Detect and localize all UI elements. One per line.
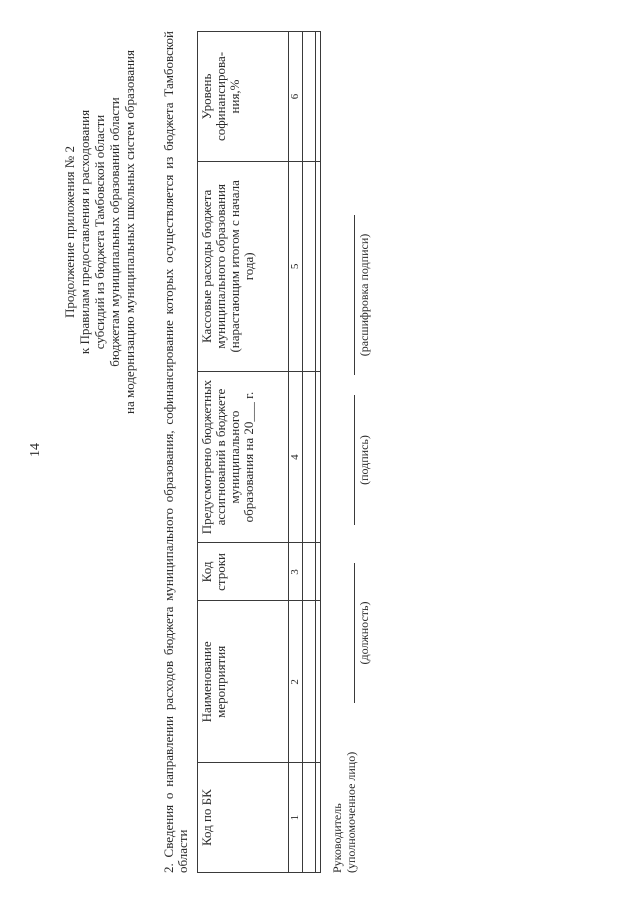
section-intro: 2. Сведения о направлении расходов бюджета муниципального образования, софинансирование которых осуществляется из бюджета Тамбовской области bbox=[161, 31, 190, 873]
column-number: 2 bbox=[289, 601, 303, 763]
appendix-line: Продолжение приложения № 2 bbox=[62, 146, 77, 318]
table-cell bbox=[303, 543, 316, 601]
header-row-code: Код строки bbox=[198, 543, 289, 601]
appendix-reference bbox=[62, 27, 137, 437]
column-number-row bbox=[289, 32, 303, 873]
table-cell bbox=[316, 543, 321, 601]
header-measure-name: Наименование мероприятия bbox=[198, 601, 289, 763]
position-caption: (должность) bbox=[357, 601, 371, 665]
signatory-title: Руководитель (уполномоченное лицо) bbox=[330, 751, 358, 873]
header-cash-expenses: Кассовые расходы бюджета муниципального образования (нарастающим итогом с начала года) bbox=[198, 161, 289, 371]
column-number: 3 bbox=[289, 543, 303, 601]
position-line bbox=[338, 563, 355, 703]
appendix-line: субсидий из бюджета Тамбовской области bbox=[92, 114, 107, 350]
appendix-line: на модернизацию муниципальных школьных систем образования bbox=[122, 50, 137, 415]
signature-decode-line bbox=[338, 215, 355, 375]
header-bk-code: Код по БК bbox=[198, 763, 289, 873]
appendix-line: к Правилам предоставления и расходования bbox=[77, 109, 92, 355]
table-cell bbox=[316, 161, 321, 371]
table-row bbox=[316, 32, 321, 873]
table-cell bbox=[303, 161, 316, 371]
signature-decode-caption: (расшифровка подписи) bbox=[357, 233, 371, 357]
table-cell bbox=[303, 371, 316, 543]
signature-block bbox=[338, 395, 371, 525]
table-cell bbox=[303, 601, 316, 763]
column-number: 5 bbox=[289, 161, 303, 371]
table-cell bbox=[303, 32, 316, 162]
table-header-row bbox=[198, 32, 289, 873]
table-cell bbox=[316, 601, 321, 763]
page-number: 14 bbox=[28, 443, 43, 457]
table-cell bbox=[316, 371, 321, 543]
signature-line bbox=[338, 395, 355, 525]
position-block bbox=[338, 563, 371, 703]
table-cell bbox=[316, 763, 321, 873]
column-number: 1 bbox=[289, 763, 303, 873]
header-cofinancing-level: Уровень софинансирова-ния,% bbox=[198, 32, 289, 162]
column-number: 4 bbox=[289, 371, 303, 543]
column-number: 6 bbox=[289, 32, 303, 162]
signature-caption: (подпись) bbox=[357, 435, 371, 485]
appendix-line: бюджетам муниципальных образований области bbox=[107, 97, 122, 367]
table-row bbox=[303, 32, 316, 873]
table-cell bbox=[316, 32, 321, 162]
signature-decode-block bbox=[338, 215, 371, 375]
table-cell bbox=[303, 763, 316, 873]
header-planned-allocations: Предусмотрено бюджетных ассигнований в бюджете муниципального образования на 20___ г. bbox=[198, 371, 289, 543]
expenditure-table bbox=[197, 31, 321, 873]
